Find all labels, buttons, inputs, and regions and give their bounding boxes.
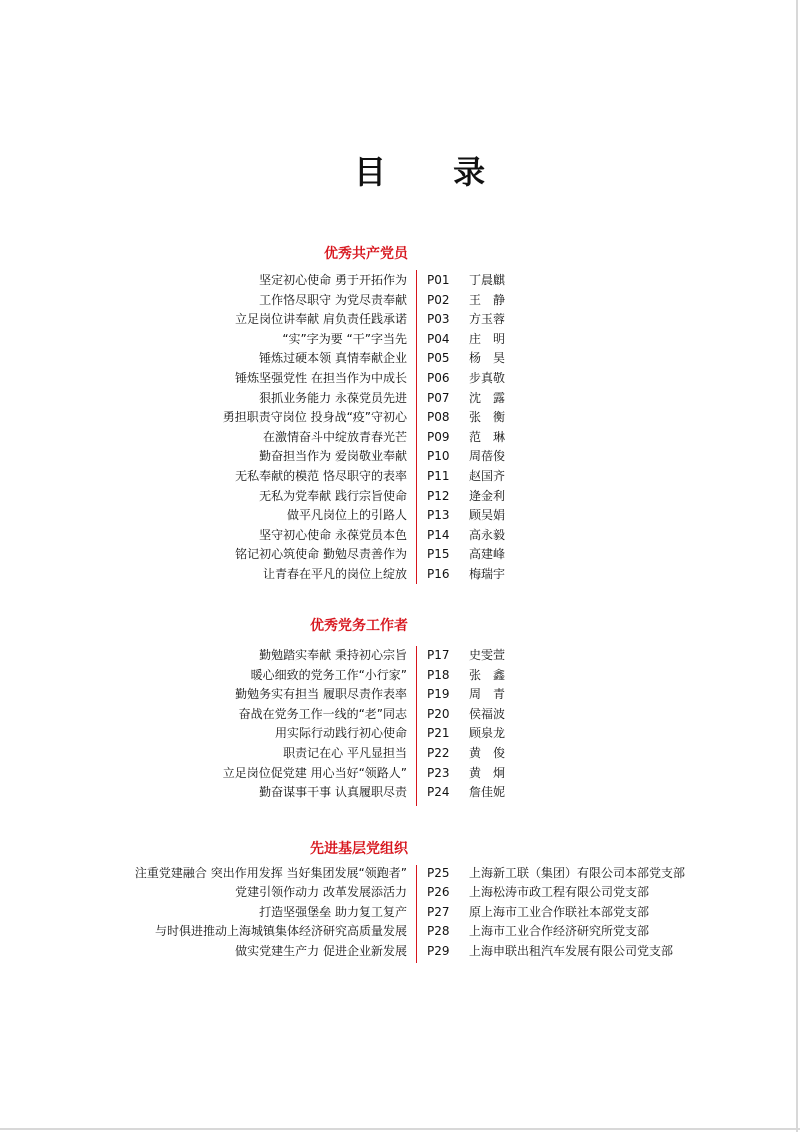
toc-entry[interactable] [0,883,800,902]
entry-page-number: P04 [427,331,450,346]
entry-title: 用实际行动践行初心使命 [274,726,407,741]
entry-name: 上海新工联（集团）有限公司本部党支部 [469,866,686,880]
entry-page-number: P23 [427,765,450,780]
entry-name: 顾泉龙 [469,726,506,741]
entry-title: 无私为党奉献 践行宗旨使命 [259,488,407,503]
entry-name: 黄 炯 [469,765,506,780]
toc-entry[interactable] [0,903,800,922]
entry-page-number: P16 [427,566,450,581]
entry-title: 在激情奋斗中绽放青春光芒 [262,429,407,444]
entry-page-number: P08 [427,410,450,425]
entry-name: 黄 俊 [469,745,506,760]
toc-entry[interactable] [0,545,800,565]
toc-entry[interactable] [0,291,800,311]
entry-name: 杨 昊 [469,351,506,366]
entry-page-number: P09 [427,429,450,444]
entry-title: 工作恪尽职守 为党尽责奉献 [259,292,407,307]
toc-entry[interactable] [0,783,800,803]
entry-title: 立足岗位讲奉献 肩负责任践承诺 [235,312,407,327]
toc-entry[interactable] [0,428,800,448]
entry-page-number: P19 [427,687,450,702]
entry-title: 狠抓业务能力 永葆党员先进 [259,390,407,405]
entry-title: 注重党建融合 突出作用发挥 当好集团发展“领跑者” [134,866,407,880]
entry-page-number: P26 [427,885,450,900]
entry-page-number: P17 [427,648,450,662]
section-heading: 优秀共产党员 [324,246,408,262]
entry-title: 职责记在心 平凡显担当 [283,745,407,760]
entry-page-number: P25 [427,866,450,880]
entry-name: 顾吴娟 [469,508,506,523]
entry-name: 周蓓俊 [469,449,506,464]
entry-page-number: P12 [427,488,450,503]
entry-name: 上海市工业合作经济研究所党支部 [469,924,650,939]
entry-title: 与时俱进推动上海城镇集体经济研究高质量发展 [154,924,407,939]
section-heading: 先进基层党组织 [310,841,408,857]
toc-entry[interactable] [0,666,800,686]
entry-name: 梅瑞宇 [469,566,506,581]
entry-page-number: P07 [427,390,450,405]
entry-page-number: P29 [427,943,450,958]
entry-name: 高建峰 [469,547,506,562]
entry-page-number: P03 [427,312,450,327]
entry-title: 打造坚强堡垒 助力复工复产 [259,904,407,919]
entry-title: 坚守初心使命 永葆党员本色 [259,527,407,542]
entry-name: 周 青 [469,687,506,702]
entry-page-number: P15 [427,547,450,562]
toc-entry[interactable] [0,922,800,941]
entry-title: 无私奉献的模范 恪尽职守的表率 [235,468,407,483]
entry-title: 党建引领作动力 改革发展添活力 [235,885,407,900]
entry-name: 詹佳妮 [469,785,506,800]
entry-page-number: P01 [427,273,450,287]
toc-entry[interactable] [0,724,800,744]
toc-entry[interactable] [0,369,800,389]
entry-title: 让青春在平凡的岗位上绽放 [262,566,407,581]
entry-list [0,271,800,585]
entry-name: 沈 露 [469,390,506,405]
entry-page-number: P22 [427,745,450,760]
page-edge-bottom [0,1128,800,1130]
toc-entry[interactable] [0,764,800,784]
entry-name: 张 鑫 [469,667,506,682]
entry-page-number: P27 [427,904,450,919]
toc-entry[interactable] [0,408,800,428]
entry-name: 王 静 [469,292,506,307]
toc-entry[interactable] [0,705,800,725]
entry-name: 丁晨麒 [469,273,506,287]
entry-page-number: P20 [427,706,450,721]
entry-page-number: P28 [427,924,450,939]
toc-entry[interactable] [0,467,800,487]
toc-entry[interactable] [0,330,800,350]
page-title: 目 录 [354,153,514,191]
section-heading: 优秀党务工作者 [310,618,408,634]
entry-page-number: P14 [427,527,450,542]
entry-title: 坚定初心使命 勇于开拓作为 [259,273,407,287]
entry-name: 方玉蓉 [469,312,506,327]
toc-entry[interactable] [0,864,800,883]
entry-title: 做平凡岗位上的引路人 [286,508,407,523]
toc-entry[interactable] [0,271,800,291]
entry-name: 步真敬 [469,370,506,385]
entry-name: 史雯萱 [469,648,506,662]
toc-entry[interactable] [0,526,800,546]
entry-list [0,646,800,803]
entry-name: 张 衡 [469,410,506,425]
entry-page-number: P21 [427,726,450,741]
toc-entry[interactable] [0,447,800,467]
toc-entry[interactable] [0,506,800,526]
entry-title: 锤炼过硬本领 真情奉献企业 [259,351,407,366]
entry-title: 勤勉踏实奉献 秉持初心宗旨 [259,648,407,662]
entry-page-number: P05 [427,351,450,366]
entry-title: 暖心细致的党务工作“小行家” [250,667,407,682]
entry-page-number: P02 [427,292,450,307]
entry-name: 庄 明 [469,331,506,346]
entry-title: 勤奋担当作为 爱岗敬业奉献 [259,449,407,464]
toc-entry[interactable] [0,565,800,585]
entry-page-number: P13 [427,508,450,523]
entry-title: 奋战在党务工作一线的“老”同志 [238,706,407,721]
entry-title: 立足岗位促党建 用心当好“领路人” [222,765,407,780]
entry-name: 赵国齐 [469,468,506,483]
entry-list [0,864,800,961]
entry-title: “实”字为要 “干”字当先 [282,331,407,346]
toc-entry[interactable] [0,744,800,764]
toc-entry[interactable] [0,389,800,409]
entry-page-number: P11 [427,468,450,483]
entry-name: 范 琳 [469,429,506,444]
entry-page-number: P24 [427,785,450,800]
entry-page-number: P10 [427,449,450,464]
entry-title: 勇担职责守岗位 投身战“疫”守初心 [222,410,407,425]
entry-title: 铭记初心筑使命 勤勉尽责善作为 [235,547,407,562]
entry-name: 上海松涛市政工程有限公司党支部 [469,885,650,900]
entry-name: 原上海市工业合作联社本部党支部 [469,904,650,919]
entry-title: 勤奋谋事干事 认真履职尽责 [259,785,407,800]
toc-entry[interactable] [0,310,800,330]
entry-page-number: P18 [427,667,450,682]
entry-page-number: P06 [427,370,450,385]
entry-title: 做实党建生产力 促进企业新发展 [235,943,407,958]
entry-name: 高永毅 [469,527,506,542]
entry-name: 逄金利 [469,488,506,503]
entry-title: 锤炼坚强党性 在担当作为中成长 [235,370,407,385]
toc-entry[interactable] [0,685,800,705]
toc-entry[interactable] [0,487,800,507]
entry-name: 侯福波 [469,706,506,721]
toc-entry[interactable] [0,942,800,961]
entry-title: 勤勉务实有担当 履职尽责作表率 [235,687,407,702]
toc-entry[interactable] [0,646,800,666]
entry-name: 上海申联出租汽车发展有限公司党支部 [469,943,674,958]
toc-entry[interactable] [0,349,800,369]
